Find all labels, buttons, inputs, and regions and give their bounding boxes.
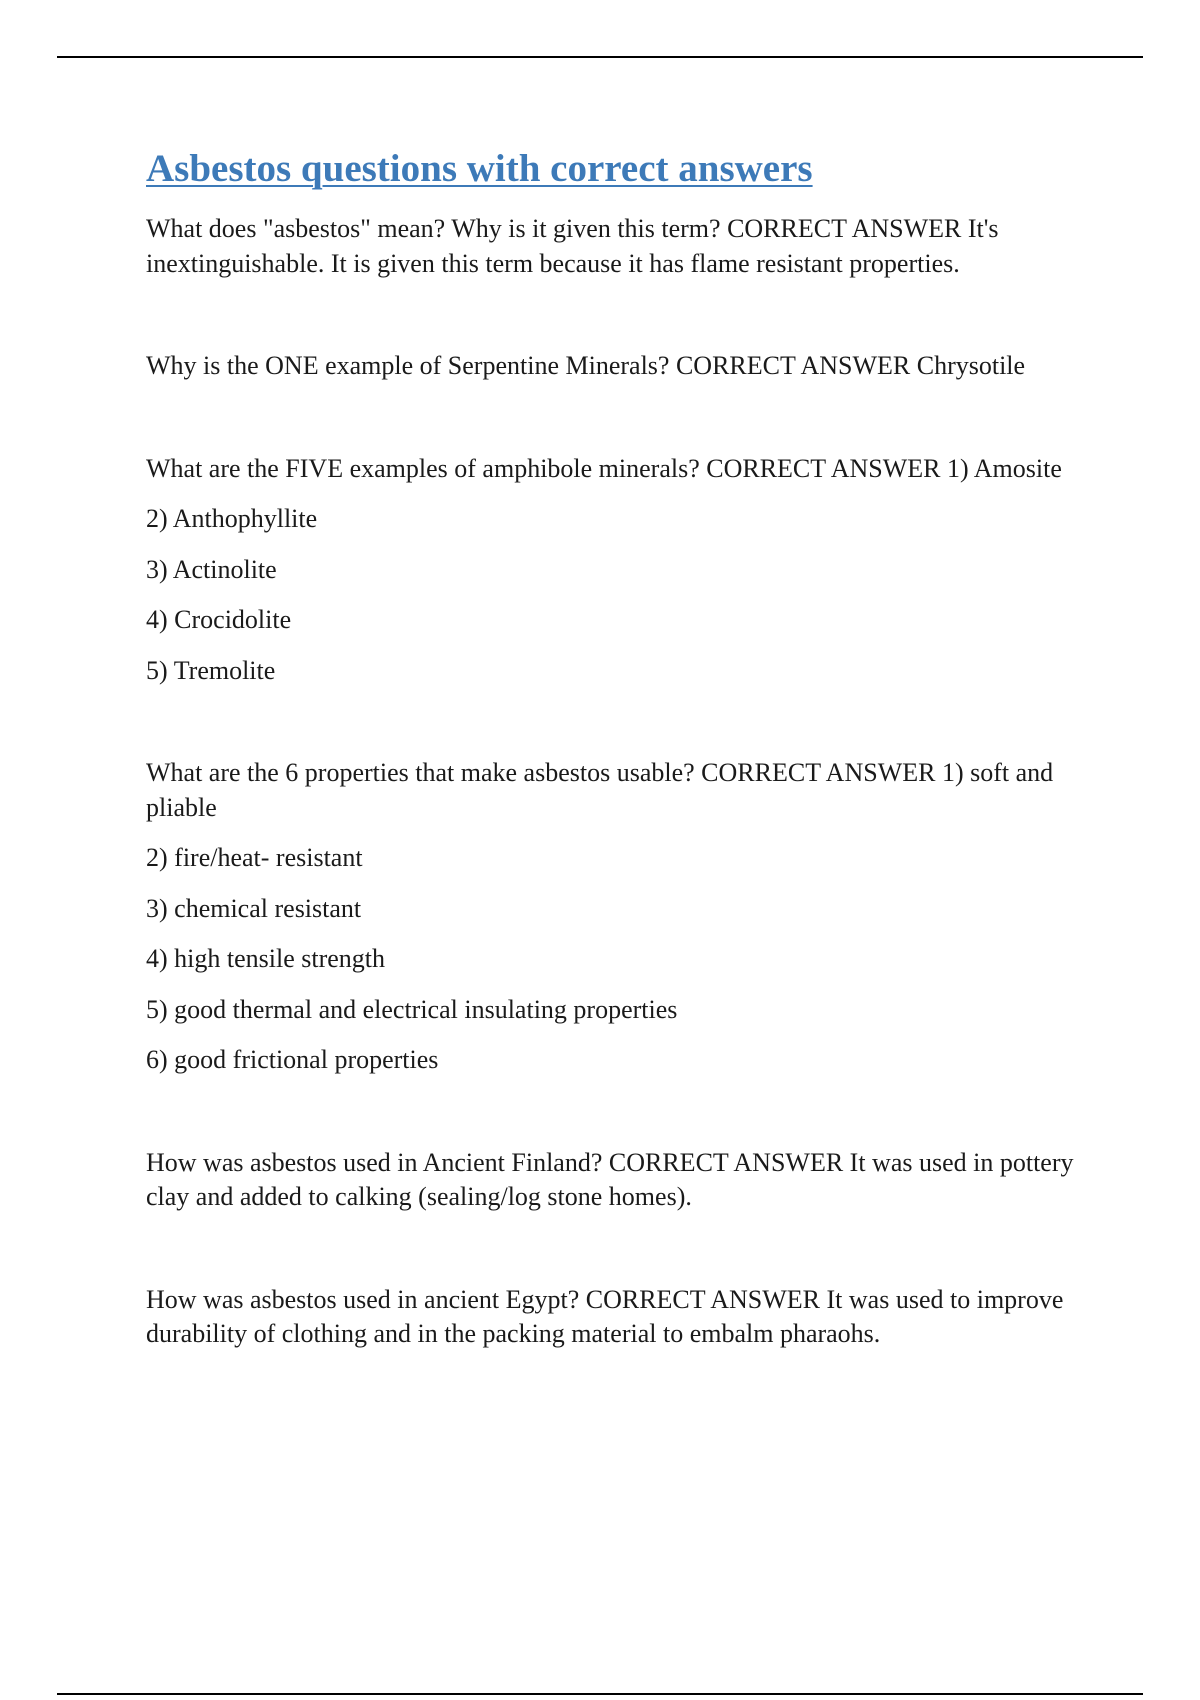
qa-block-2 <box>146 349 1106 384</box>
qa-block-1 <box>146 212 1106 281</box>
qa-text: How was asbestos used in Ancient Finland? CORRECT ANSWER It was used in pottery clay and added to calking (sealing/log stone homes). <box>146 1147 1074 1211</box>
list-item: 3) Actinolite <box>146 554 277 584</box>
list-item: 4) Crocidolite <box>146 605 292 634</box>
qa-block-3 <box>146 452 1106 689</box>
qa-block-6 <box>146 1283 1106 1352</box>
document-title: Asbestos questions with correct answers <box>146 147 813 190</box>
qa-block-4 <box>146 756 1106 1078</box>
list-item: 6) good frictional properties <box>146 1045 439 1074</box>
list-item: 2) Anthophyllite <box>146 504 318 533</box>
list-item: 2) fire/heat- resistant <box>146 843 363 872</box>
qa-block-5 <box>146 1146 1106 1215</box>
qa-text: How was asbestos used in ancient Egypt? CORRECT ANSWER It was used to improve durability of clothing and in the packing material to embalm pharaohs. <box>146 1284 1064 1348</box>
page-footer-rule <box>57 1693 1143 1695</box>
page-header-rule <box>57 56 1143 58</box>
qa-text: What does "asbestos" mean? Why is it given this term? CORRECT ANSWER It's inextinguishable. It is given this term because it has flame resistant properties. <box>146 214 999 278</box>
qa-text: What are the 6 properties that make asbestos usable? CORRECT ANSWER 1) soft and pliable <box>146 758 1054 822</box>
document-body <box>146 144 1106 1420</box>
list-item: 5) Tremolite <box>146 655 276 685</box>
qa-text: What are the FIVE examples of amphibole minerals? CORRECT ANSWER 1) Amosite <box>146 453 1062 483</box>
list-item: 5) good thermal and electrical insulating properties <box>146 994 678 1024</box>
list-item: 3) chemical resistant <box>146 893 362 923</box>
qa-text: Why is the ONE example of Serpentine Minerals? CORRECT ANSWER Chrysotile <box>146 351 1026 380</box>
list-item: 4) high tensile strength <box>146 944 386 973</box>
